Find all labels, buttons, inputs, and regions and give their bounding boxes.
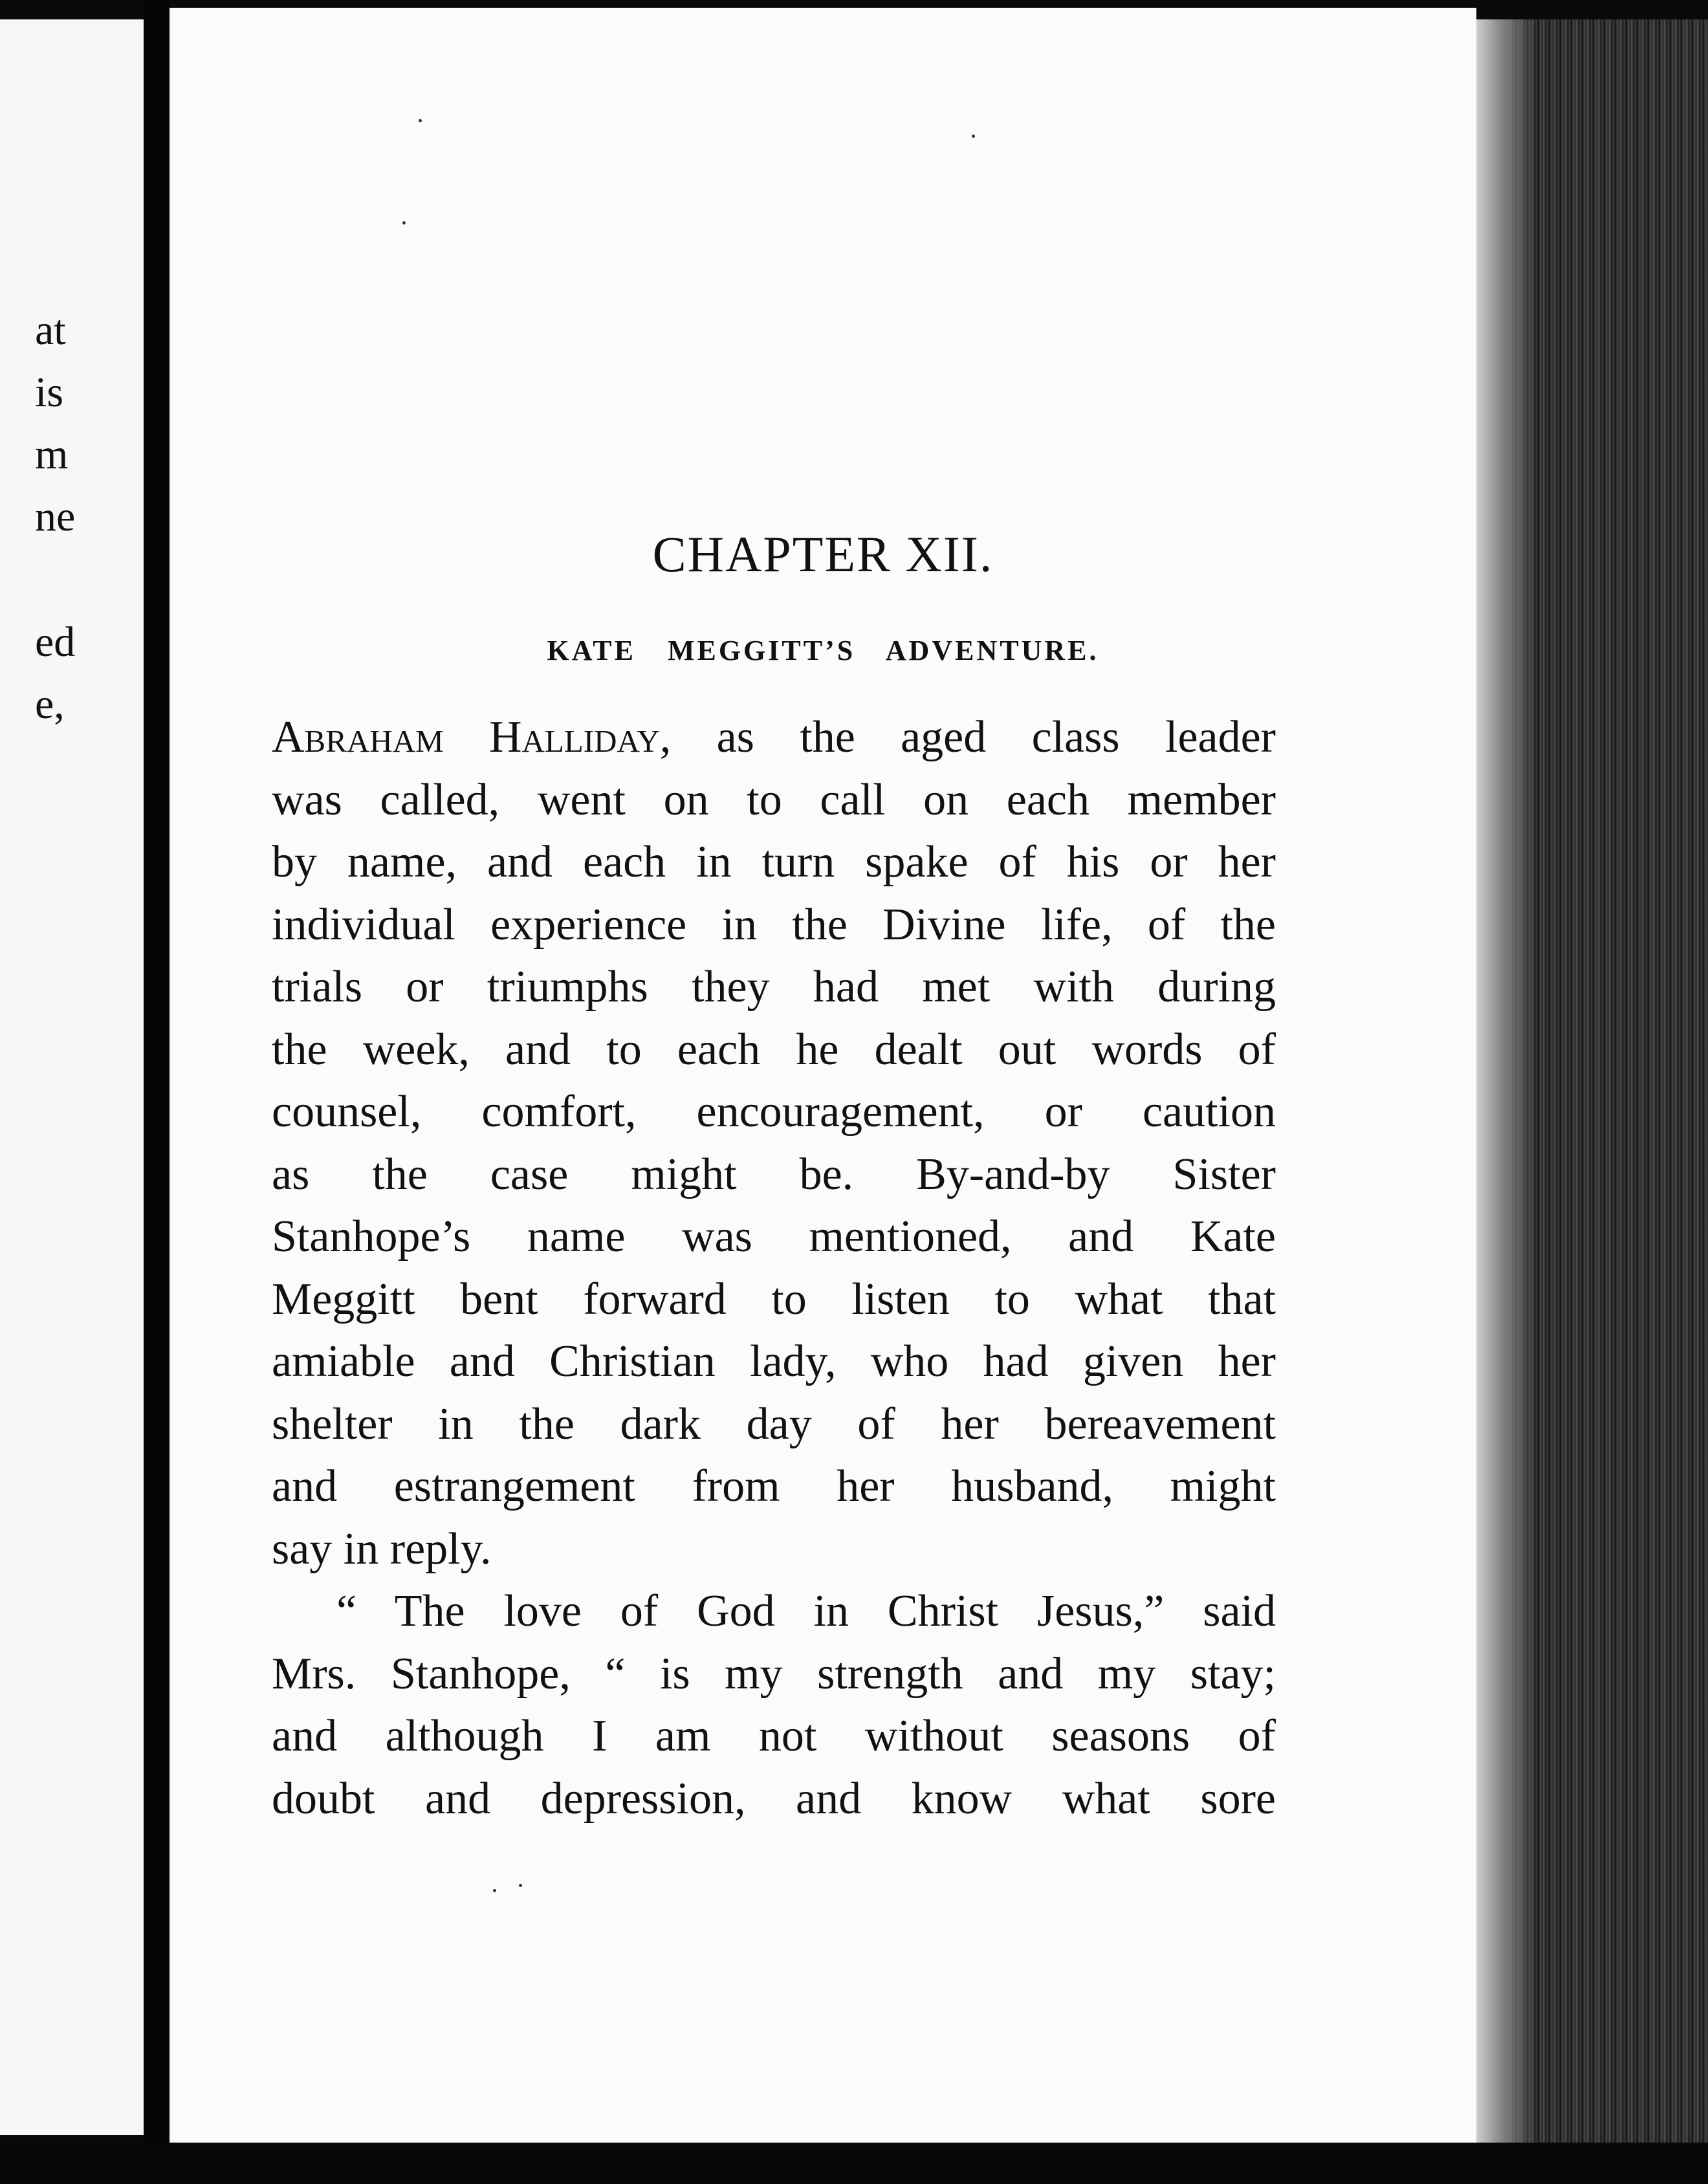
previous-page-fragment: e, bbox=[35, 681, 65, 728]
previous-page-fragment: is bbox=[35, 369, 64, 416]
scan-border bbox=[0, 2143, 1708, 2184]
book-page bbox=[170, 8, 1476, 2143]
book-gutter bbox=[144, 0, 170, 2184]
previous-page-fragment: at bbox=[35, 307, 66, 354]
text-line: shelter in the dark day of her bereavement bbox=[272, 1399, 1276, 1449]
body-text bbox=[272, 706, 1276, 1830]
text-line: as the case might be. By-and-by Sister bbox=[272, 1149, 1276, 1199]
text-line: Meggitt bent forward to listen to what that bbox=[272, 1274, 1276, 1324]
previous-page-edge bbox=[0, 19, 144, 2135]
text-line: doubt and depression, and know what sore bbox=[272, 1773, 1276, 1824]
text-fragment: as the aged class leader bbox=[671, 712, 1276, 762]
opening-words: Abraham Halliday, bbox=[272, 712, 672, 762]
ink-speck bbox=[519, 1884, 522, 1887]
book-fore-edge bbox=[1476, 19, 1708, 2154]
text-line: Mrs. Stanhope, “ is my strength and my stay; bbox=[272, 1648, 1276, 1699]
ink-speck bbox=[419, 119, 422, 122]
text-line: Stanhope’s name was mentioned, and Kate bbox=[272, 1212, 1276, 1261]
ink-speck bbox=[972, 135, 975, 138]
text-line: was called, went on to call on each member bbox=[272, 774, 1276, 825]
previous-page-fragment: m bbox=[35, 431, 69, 478]
ink-speck bbox=[493, 1889, 496, 1892]
text-line: and although I am not without seasons of bbox=[272, 1711, 1276, 1761]
text-line: say in reply. bbox=[272, 1523, 492, 1574]
text-line: “ The love of God in Christ Jesus,” said bbox=[336, 1586, 1276, 1636]
text-line: amiable and Christian lady, who had given her bbox=[272, 1337, 1276, 1386]
text-line: individual experience in the Divine life, of the bbox=[272, 899, 1276, 950]
ink-speck bbox=[402, 221, 406, 224]
text-line: by name, and each in turn spake of his or her bbox=[272, 837, 1276, 887]
text-line: and estrangement from her husband, might bbox=[272, 1461, 1276, 1511]
previous-page-fragment: ne bbox=[35, 493, 76, 540]
chapter-title: CHAPTER XII. bbox=[652, 526, 994, 582]
text-line bbox=[272, 706, 1276, 769]
chapter-subtitle: KATE MEGGITT’S ADVENTURE. bbox=[547, 635, 1099, 666]
text-line: counsel, comfort, encouragement, or caution bbox=[272, 1087, 1276, 1137]
previous-page-fragment: ed bbox=[35, 618, 76, 666]
text-line: trials or triumphs they had met with during bbox=[272, 962, 1276, 1012]
text-line: the week, and to each he dealt out words of bbox=[272, 1024, 1276, 1075]
